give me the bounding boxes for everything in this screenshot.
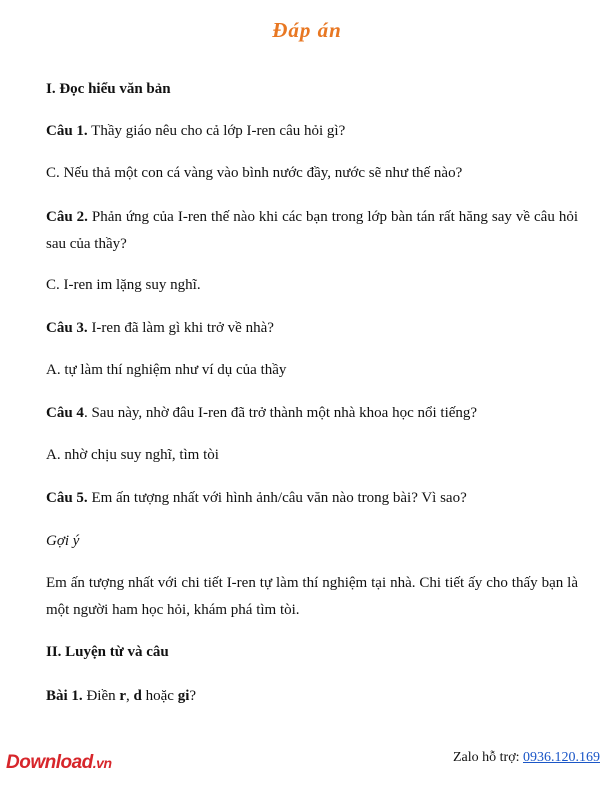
exercise-1: [46, 683, 578, 710]
download-logo[interactable]: [6, 752, 112, 774]
question-5-label: Câu 5.: [46, 490, 88, 506]
question-2-text: Phản ứng của I-ren thế nào khi các bạn trong lớp bàn tán rất hăng say về câu hỏi sau của thầy?: [46, 209, 578, 252]
answer-2: C. I-ren im lặng suy nghĩ.: [46, 277, 201, 293]
answer-4: A. nhờ chịu suy nghĩ, tìm tòi: [46, 447, 219, 463]
section-heading-vocabulary: II. Luyện từ và câu: [46, 644, 169, 660]
support-phone-link[interactable]: 0936.120.169: [523, 750, 600, 765]
exercise-1-label: Bài 1.: [46, 688, 83, 704]
exercise-1-letter-r: r: [119, 688, 127, 704]
exercise-1-text-c: ?: [189, 688, 197, 704]
question-1: [46, 118, 578, 145]
question-4-label: Câu 4: [46, 405, 84, 421]
exercise-1-letters-gi: gi: [177, 688, 190, 704]
section-heading-reading: I. Đọc hiểu văn bản: [46, 81, 171, 97]
hint-label: Gợi ý: [46, 533, 80, 549]
question-3: [46, 315, 578, 342]
exercise-1-text-a: Điền: [82, 688, 120, 704]
exercise-1-text-b: hoặc: [141, 688, 178, 704]
exercise-1-letter-d: d: [133, 688, 142, 704]
question-3-label: Câu 3.: [46, 320, 88, 336]
question-1-text: Thầy giáo nêu cho cả lớp I-ren câu hỏi gì?: [87, 123, 346, 139]
answer-5: Em ấn tượng nhất với chi tiết I-ren tự làm thí nghiệm tại nhà. Chi tiết ấy cho thấy bạn là một người ham học hỏi, khám phá tìm tòi.: [46, 575, 578, 618]
question-2-label: Câu 2.: [46, 209, 88, 225]
question-1-label: Câu 1.: [46, 123, 88, 139]
question-2: [46, 204, 578, 258]
exercise-1-comma: ,: [126, 688, 134, 704]
answer-1: C. Nếu thả một con cá vàng vào bình nước đầy, nước sẽ như thế nào?: [46, 165, 463, 181]
logo-main-text: Download: [6, 752, 93, 773]
question-3-text: I-ren đã làm gì khi trở về nhà?: [87, 320, 274, 336]
question-4: [46, 400, 578, 427]
logo-ext-text: .vn: [92, 755, 112, 771]
question-4-text: . Sau này, nhờ đâu I-ren đã trở thành một nhà khoa học nổi tiếng?: [83, 405, 478, 421]
question-5: [46, 485, 578, 512]
question-5-text: Em ấn tượng nhất với hình ảnh/câu văn nào trong bài? Vì sao?: [87, 490, 467, 506]
support-label: Zalo hỗ trợ:: [453, 750, 523, 765]
answer-3: A. tự làm thí nghiệm như ví dụ của thầy: [46, 362, 287, 378]
support-contact: [453, 750, 600, 766]
page-title: Đáp án: [272, 18, 342, 42]
